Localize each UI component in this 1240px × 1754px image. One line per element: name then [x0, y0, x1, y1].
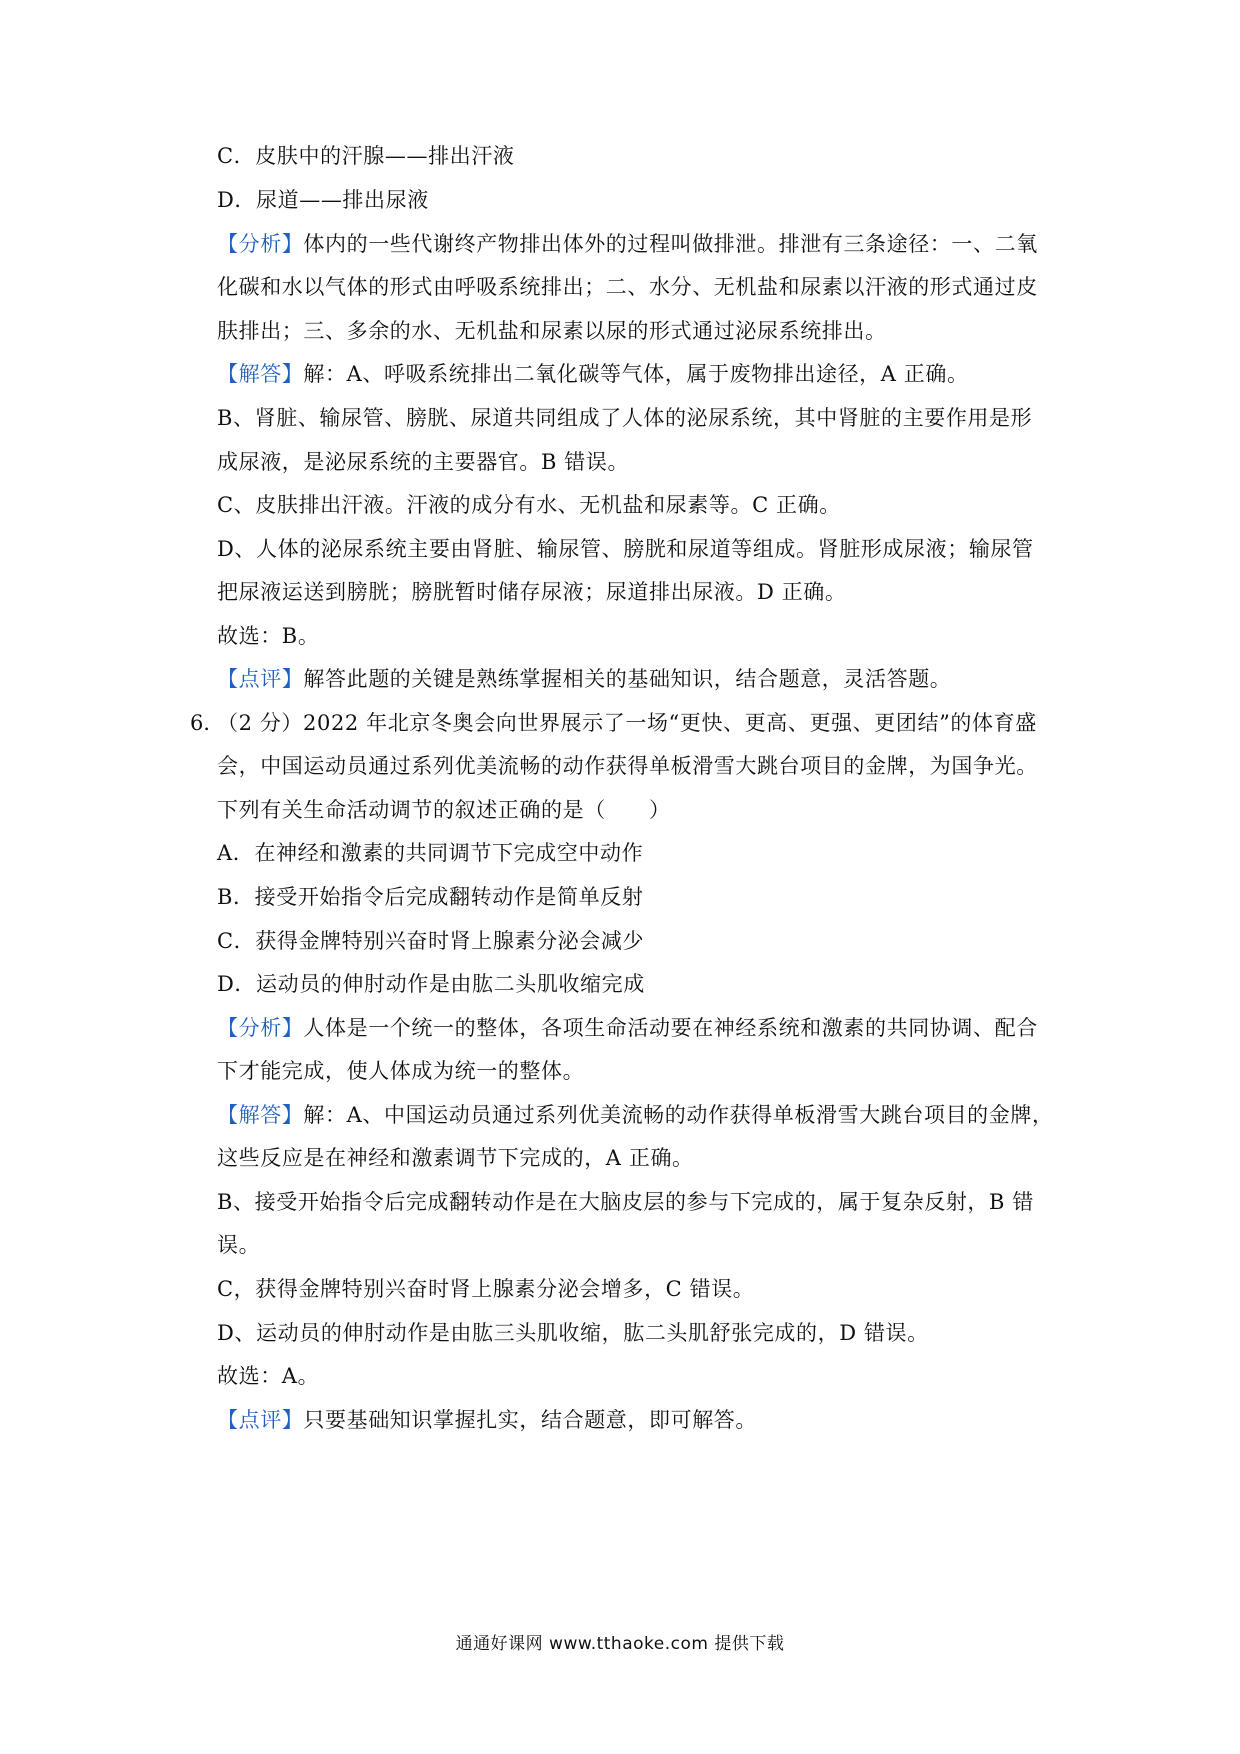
answer-q6-line-6: D、运动员的伸肘动作是由肱三头肌收缩，肱二头肌舒张完成的，D 错误。 [217, 1321, 929, 1345]
analysis-line-1: 【分析】体内的一些代谢终产物排出体外的过程叫做排泄。排泄有三条途径：一、二氧 [217, 232, 1038, 256]
analysis-q6-line-2: 下才能完成，使人体成为统一的整体。 [217, 1059, 585, 1083]
answer-q6-line-1: 【解答】解：A、中国运动员通过系列优美流畅的动作获得单板滑雪大跳台项目的金牌， [217, 1103, 1054, 1127]
analysis-tag: 【分析】 [217, 1016, 304, 1040]
answer-tag: 【解答】 [217, 362, 304, 386]
option-c-q5: C．皮肤中的汗腺——排出汗液 [217, 144, 515, 168]
answer-line-4: C、皮肤排出汗液。汗液的成分有水、无机盐和尿素等。C 正确。 [217, 493, 841, 517]
answer-choice-q6: 故选：A。 [217, 1364, 320, 1388]
question-6-line-1: （2 分）2022 年北京冬奥会向世界展示了一场“更快、更高、更强、更团结”的体育盛 [217, 711, 1037, 735]
option-d-q6: D．运动员的伸肘动作是由肱二头肌收缩完成 [217, 972, 645, 996]
answer-q6-line-5: C，获得金牌特别兴奋时肾上腺素分泌会增多，C 错误。 [217, 1277, 755, 1301]
answer-tag: 【解答】 [217, 1103, 304, 1127]
option-c-q6: C．获得金牌特别兴奋时肾上腺素分泌会减少 [217, 929, 645, 953]
question-6-line-2: 会，中国运动员通过系列优美流畅的动作获得单板滑雪大跳台项目的金牌，为国争光。 [217, 754, 1038, 778]
answer-line-2: B、肾脏、输尿管、膀胱、尿道共同组成了人体的泌尿系统，其中肾脏的主要作用是形 [217, 406, 1033, 430]
answer-q6-line-2: 这些反应是在神经和激素调节下完成的，A 正确。 [217, 1146, 694, 1170]
question-number: 6． [190, 711, 225, 735]
analysis-q6-line-1: 【分析】人体是一个统一的整体，各项生命活动要在神经系统和激素的共同协调、配合 [217, 1016, 1038, 1040]
option-a-q6: A．在神经和激素的共同调节下完成空中动作 [217, 841, 644, 865]
question-6-line-3: 下列有关生命活动调节的叙述正确的是（ ） [217, 798, 671, 822]
answer-line-1: 【解答】解：A、呼吸系统排出二氧化碳等气体，属于废物排出途径，A 正确。 [217, 362, 969, 386]
answer-line-5: D、人体的泌尿系统主要由肾脏、输尿管、膀胱和尿道等组成。肾脏形成尿液；输尿管 [217, 537, 1034, 561]
analysis-line-3: 肤排出；三、多余的水、无机盐和尿素以尿的形式通过泌尿系统排出。 [217, 319, 887, 343]
option-b-q6: B．接受开始指令后完成翻转动作是简单反射 [217, 885, 644, 909]
comment-line-q5: 【点评】解答此题的关键是熟练掌握相关的基础知识，结合题意，灵活答题。 [217, 667, 952, 691]
comment-line-q6: 【点评】只要基础知识掌握扎实，结合题意，即可解答。 [217, 1408, 758, 1432]
page-footer: 通通好课网 www.tthaoke.com 提供下载 [455, 1634, 785, 1654]
answer-q6-line-3: B、接受开始指令后完成翻转动作是在大脑皮层的参与下完成的，属于复杂反射，B 错 [217, 1190, 1034, 1214]
answer-line-6: 把尿液运送到膀胱；膀胱暂时储存尿液；尿道排出尿液。D 正确。 [217, 580, 847, 604]
analysis-line-2: 化碳和水以气体的形式由呼吸系统排出；二、水分、无机盐和尿素以汗液的形式通过皮 [217, 275, 1038, 299]
option-d-q5: D．尿道——排出尿液 [217, 188, 429, 212]
comment-tag: 【点评】 [217, 1408, 304, 1432]
answer-choice-q5: 故选：B。 [217, 624, 320, 648]
analysis-tag: 【分析】 [217, 232, 304, 256]
answer-q6-line-4: 误。 [217, 1233, 261, 1257]
answer-line-3: 成尿液，是泌尿系统的主要器官。B 错误。 [217, 450, 630, 474]
comment-tag: 【点评】 [217, 667, 304, 691]
